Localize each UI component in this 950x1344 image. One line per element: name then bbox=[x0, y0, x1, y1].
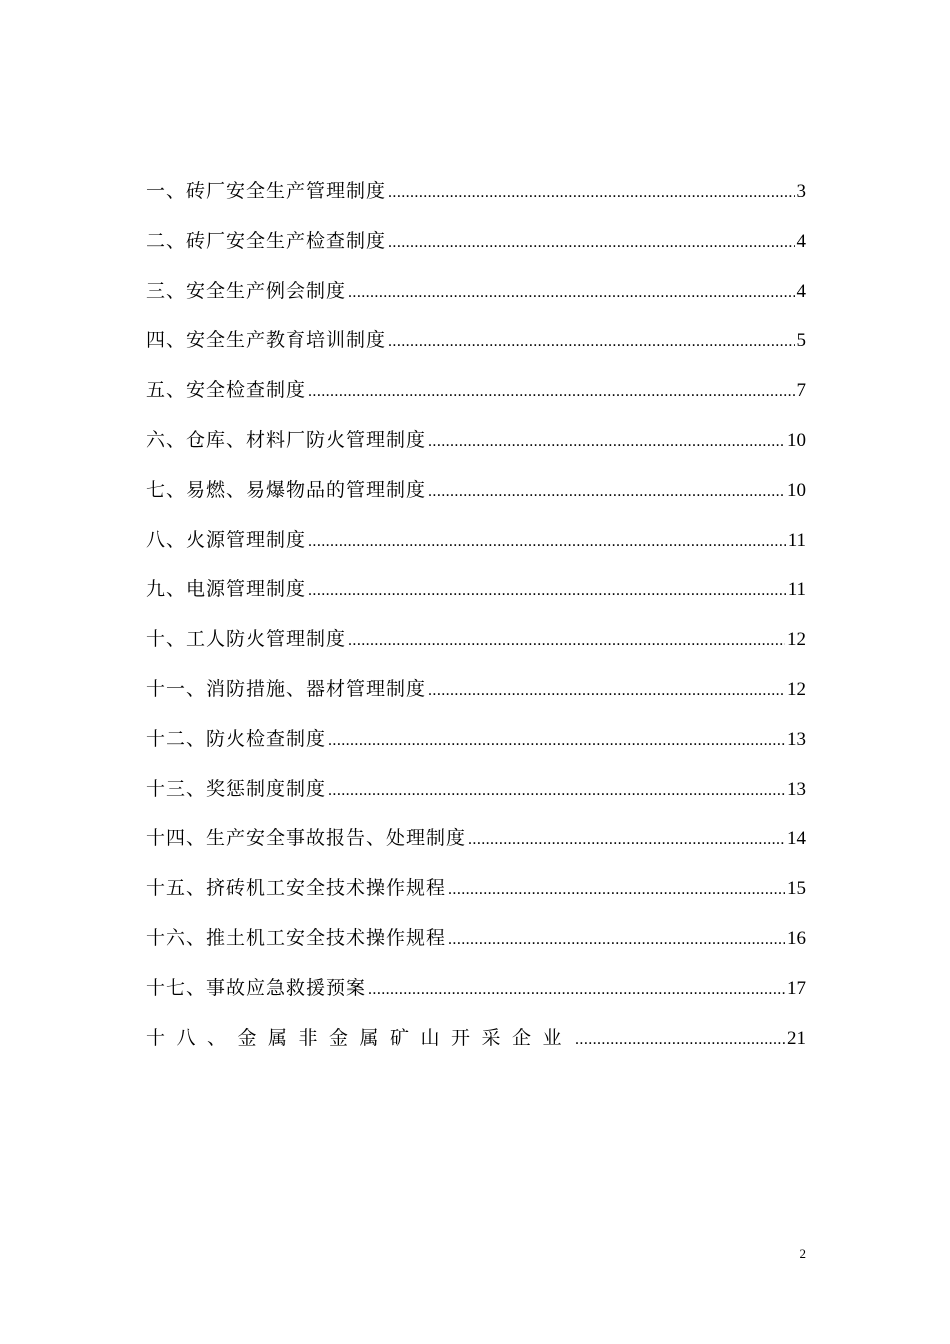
toc-entry[interactable] bbox=[146, 416, 806, 466]
toc-entry[interactable] bbox=[146, 864, 806, 914]
toc-dot-leader bbox=[328, 716, 785, 766]
toc-entry-page: 14 bbox=[787, 828, 806, 850]
toc-entry-page: 12 bbox=[787, 678, 806, 700]
toc-entry-title: 二、砖厂安全生产检查制度 bbox=[146, 229, 387, 252]
toc-entry[interactable] bbox=[146, 366, 806, 416]
toc-entry-page: 10 bbox=[787, 479, 806, 501]
toc-dot-leader bbox=[575, 1015, 785, 1065]
toc-entry[interactable] bbox=[146, 267, 806, 317]
toc-dot-leader bbox=[368, 965, 785, 1015]
toc-dot-leader bbox=[328, 766, 785, 816]
toc-entry[interactable] bbox=[146, 765, 806, 815]
toc-entry-title: 十四、生产安全事故报告、处理制度 bbox=[146, 827, 467, 850]
toc-entry[interactable] bbox=[146, 516, 806, 566]
toc-dot-leader bbox=[348, 268, 794, 318]
toc-entry-page: 21 bbox=[787, 1027, 806, 1049]
toc-entry[interactable] bbox=[146, 615, 806, 665]
toc-entry-title: 四、安全生产教育培训制度 bbox=[146, 329, 387, 352]
toc-entry-page: 7 bbox=[796, 380, 806, 402]
toc-entry-title: 五、安全检查制度 bbox=[146, 379, 307, 402]
toc-entry-title: 三、安全生产例会制度 bbox=[146, 279, 347, 302]
toc-dot-leader bbox=[388, 168, 794, 218]
toc-entry[interactable] bbox=[146, 316, 806, 366]
toc-entry-title: 八、火源管理制度 bbox=[146, 528, 307, 551]
toc-entry-title: 六、仓库、材料厂防火管理制度 bbox=[146, 428, 427, 451]
toc-dot-leader bbox=[448, 865, 785, 915]
toc-entry[interactable] bbox=[146, 466, 806, 516]
toc-entry-page: 10 bbox=[787, 429, 806, 451]
toc-entry-title: 十、工人防火管理制度 bbox=[146, 628, 347, 651]
toc-entry-page: 15 bbox=[787, 878, 806, 900]
toc-dot-leader bbox=[428, 666, 785, 716]
toc-entry[interactable] bbox=[146, 167, 806, 217]
toc-entry-page: 13 bbox=[787, 728, 806, 750]
toc-dot-leader bbox=[388, 317, 794, 367]
toc-entry-page: 11 bbox=[787, 579, 806, 601]
toc-entry-title: 十三、奖惩制度制度 bbox=[146, 777, 327, 800]
toc-entry-title: 一、砖厂安全生产管理制度 bbox=[146, 180, 387, 202]
toc-dot-leader bbox=[388, 218, 794, 268]
toc-entry[interactable] bbox=[146, 217, 806, 267]
toc-entry-page: 11 bbox=[787, 529, 806, 551]
toc-entry-title: 十六、推土机工安全技术操作规程 bbox=[146, 926, 447, 949]
toc-entry[interactable] bbox=[146, 814, 806, 864]
toc-entry-page: 17 bbox=[787, 977, 806, 999]
toc-entry[interactable] bbox=[146, 715, 806, 765]
toc-dot-leader bbox=[428, 417, 785, 467]
toc-entry-title: 十七、事故应急救援预案 bbox=[146, 976, 367, 999]
toc-dot-leader bbox=[308, 367, 794, 417]
table-of-contents bbox=[146, 167, 806, 1063]
page-number: 2 bbox=[799, 1246, 806, 1261]
toc-entry-page: 12 bbox=[787, 629, 806, 651]
toc-entry-title: 七、易燃、易爆物品的管理制度 bbox=[146, 478, 427, 501]
toc-entry-title: 十五、挤砖机工安全技术操作规程 bbox=[146, 877, 447, 900]
toc-dot-leader bbox=[428, 467, 785, 517]
toc-entry-title: 十二、防火检查制度 bbox=[146, 727, 327, 750]
toc-entry-title: 十一、消防措施、器材管理制度 bbox=[146, 677, 427, 700]
toc-entry[interactable] bbox=[146, 1014, 806, 1064]
toc-entry[interactable] bbox=[146, 665, 806, 715]
toc-dot-leader bbox=[308, 517, 786, 567]
toc-entry-page: 5 bbox=[796, 330, 806, 352]
toc-dot-leader bbox=[448, 915, 785, 965]
toc-entry-page: 3 bbox=[796, 181, 806, 202]
toc-entry-page: 13 bbox=[787, 778, 806, 800]
toc-entry-title: 十八、金属非金属矿山开采企业 bbox=[146, 1026, 574, 1049]
toc-entry[interactable] bbox=[146, 964, 806, 1014]
toc-entry-page: 4 bbox=[796, 280, 806, 302]
toc-entry-title: 九、电源管理制度 bbox=[146, 578, 307, 601]
toc-entry-page: 16 bbox=[787, 927, 806, 949]
toc-dot-leader bbox=[468, 815, 785, 865]
toc-entry[interactable] bbox=[146, 914, 806, 964]
toc-dot-leader bbox=[348, 616, 785, 666]
toc-dot-leader bbox=[308, 566, 786, 616]
toc-entry-page: 4 bbox=[796, 230, 806, 252]
toc-entry[interactable] bbox=[146, 565, 806, 615]
